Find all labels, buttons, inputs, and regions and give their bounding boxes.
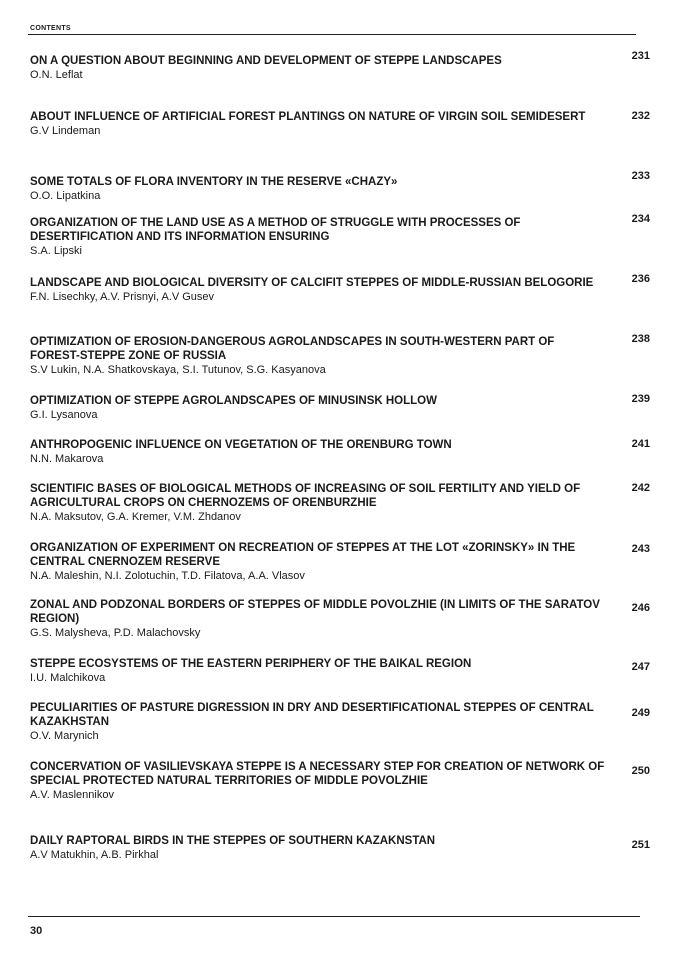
header-rule: [28, 34, 636, 35]
entry-authors: O.N. Leflat: [30, 69, 83, 81]
page-number: 30: [30, 925, 43, 937]
entry-title: ABOUT INFLUENCE OF ARTIFICIAL FOREST PLANTINGS ON NATURE OF VIRGIN SOIL SEMIDESERT: [30, 111, 586, 123]
entry-title: ON A QUESTION ABOUT BEGINNING AND DEVELOPMENT OF STEPPE LANDSCAPES: [30, 55, 502, 67]
entry-authors: G.V Lindeman: [30, 125, 101, 137]
contents-entry: [30, 50, 650, 82]
entry-authors: N.N. Makarova: [30, 453, 104, 465]
entry-page-number: 233: [631, 170, 650, 182]
contents-entry: [30, 213, 650, 258]
contents-entry: [30, 438, 650, 466]
entry-page-number: 234: [631, 213, 650, 225]
contents-entry: [30, 273, 650, 304]
entry-page-number: 238: [631, 333, 650, 345]
contents-entry: [30, 482, 650, 524]
entry-page-number: 241: [631, 438, 650, 450]
entry-page-number: 231: [631, 50, 650, 62]
entry-title: OPTIMIZATION OF STEPPE AGROLANDSCAPES OF MINUSINSK HOLLOW: [30, 395, 437, 407]
entry-authors: O.O. Lipatkina: [30, 190, 101, 202]
contents-entry: [30, 333, 650, 377]
entry-authors: O.V. Marynich: [30, 730, 99, 742]
contents-entry: [30, 657, 650, 685]
entry-title: SOME TOTALS OF FLORA INVENTORY IN THE RESERVE «CHAZY»: [30, 176, 398, 188]
entry-title: STEPPE ECOSYSTEMS OF THE EASTERN PERIPHERY OF THE BAIKAL REGION: [30, 658, 472, 670]
entry-title: ZONAL AND PODZONAL BORDERS OF STEPPES OF MIDDLE POVOLZHIE (IN LIMITS OF THE SARATOV REGION): [30, 599, 600, 625]
running-header-text-end: TS: [61, 25, 71, 32]
footer-rule: [28, 916, 640, 917]
contents-entry: [30, 598, 650, 640]
entry-page-number: 251: [631, 839, 650, 851]
entry-page-number: 239: [631, 393, 650, 405]
entry-page-number: 243: [631, 543, 650, 555]
entry-authors: A.V. Maslennikov: [30, 789, 114, 801]
contents-entry: [30, 701, 650, 743]
entry-page-number: 242: [631, 482, 650, 494]
entry-title: OPTIMIZATION OF EROSION-DANGEROUS AGROLANDSCAPES IN SOUTH-WESTERN PART OF FOREST-STEPPE ZONE OF RUSSIA: [30, 336, 555, 362]
entry-title: DAILY RAPTORAL BIRDS IN THE STEPPES OF SOUTHERN KAZAKNSTAN: [30, 835, 436, 847]
entry-authors: N.A. Maksutov, G.A. Kremer, V.M. Zhdanov: [30, 511, 241, 523]
entry-page-number: 250: [631, 765, 650, 777]
entry-authors: N.A. Maleshin, N.I. Zolotuchin, T.D. Filatova, A.A. Vlasov: [30, 570, 305, 582]
entry-title: ORGANIZATION OF THE LAND USE AS A METHOD OF STRUGGLE WITH PROCESSES OF DESERTIFICATION AND ITS INFORMATION ENSURING: [30, 217, 521, 243]
entry-authors: I.U. Malchikova: [30, 672, 106, 684]
entry-page-number: 232: [631, 110, 650, 122]
entry-page-number: 249: [631, 707, 650, 719]
contents-entry: [30, 110, 650, 138]
entry-authors: G.S. Malysheva, P.D. Malachovsky: [30, 627, 201, 639]
contents-entry: [30, 170, 650, 203]
contents-entry: [30, 760, 650, 802]
contents-entry: [30, 834, 650, 862]
running-header: [30, 25, 71, 32]
entry-page-number: 246: [631, 602, 650, 614]
contents-entry: [30, 393, 650, 422]
entry-title: ANTHROPOGENIC INFLUENCE ON VEGETATION OF THE ORENBURG TOWN: [30, 439, 452, 451]
entry-authors: G.I. Lysanova: [30, 409, 98, 421]
entry-title: ORGANIZATION OF EXPERIMENT ON RECREATION OF STEPPES AT THE LOT «ZORINSKY» IN THE CENTRAL CNERNOZEM RESERVE: [30, 542, 576, 568]
entry-authors: A.V Matukhin, A.B. Pirkhal: [30, 849, 159, 861]
entry-authors: S.V Lukin, N.A. Shatkovskaya, S.I. Tutunov, S.G. Kasyanova: [30, 364, 326, 376]
entry-authors: F.N. Lisechky, A.V. Prisnyi, A.V Gusev: [30, 291, 215, 303]
running-header-text: CONTEN: [30, 25, 62, 32]
contents-entry: [30, 541, 650, 583]
entry-page-number: 236: [631, 273, 650, 285]
entry-title: SCIENTIFIC BASES OF BIOLOGICAL METHODS OF INCREASING OF SOIL FERTILITY AND YIELD OF AGRICULTURAL CROPS ON CHERNOZEMS OF ORENBURZHIE: [30, 483, 581, 509]
entry-title: LANDSCAPE AND BIOLOGICAL DIVERSITY OF CALCIFIT STEPPES OF MIDDLE-RUSSIAN BELOGORIE: [30, 277, 594, 289]
entry-authors: S.A. Lipski: [30, 245, 82, 257]
entry-page-number: 247: [631, 661, 650, 673]
entry-title: PECULIARITIES OF PASTURE DIGRESSION IN DRY AND DESERTIFICATIONAL STEPPES OF CENTRAL KAZAKHSTAN: [30, 702, 594, 728]
entry-title: CONCERVATION OF VASILIEVSKAYA STEPPE IS A NECESSARY STEP FOR CREATION OF NETWORK OF SPECIAL PROTECTED NATURAL TERRITORIES OF MIDDLE POVOLZHIE: [30, 761, 605, 787]
